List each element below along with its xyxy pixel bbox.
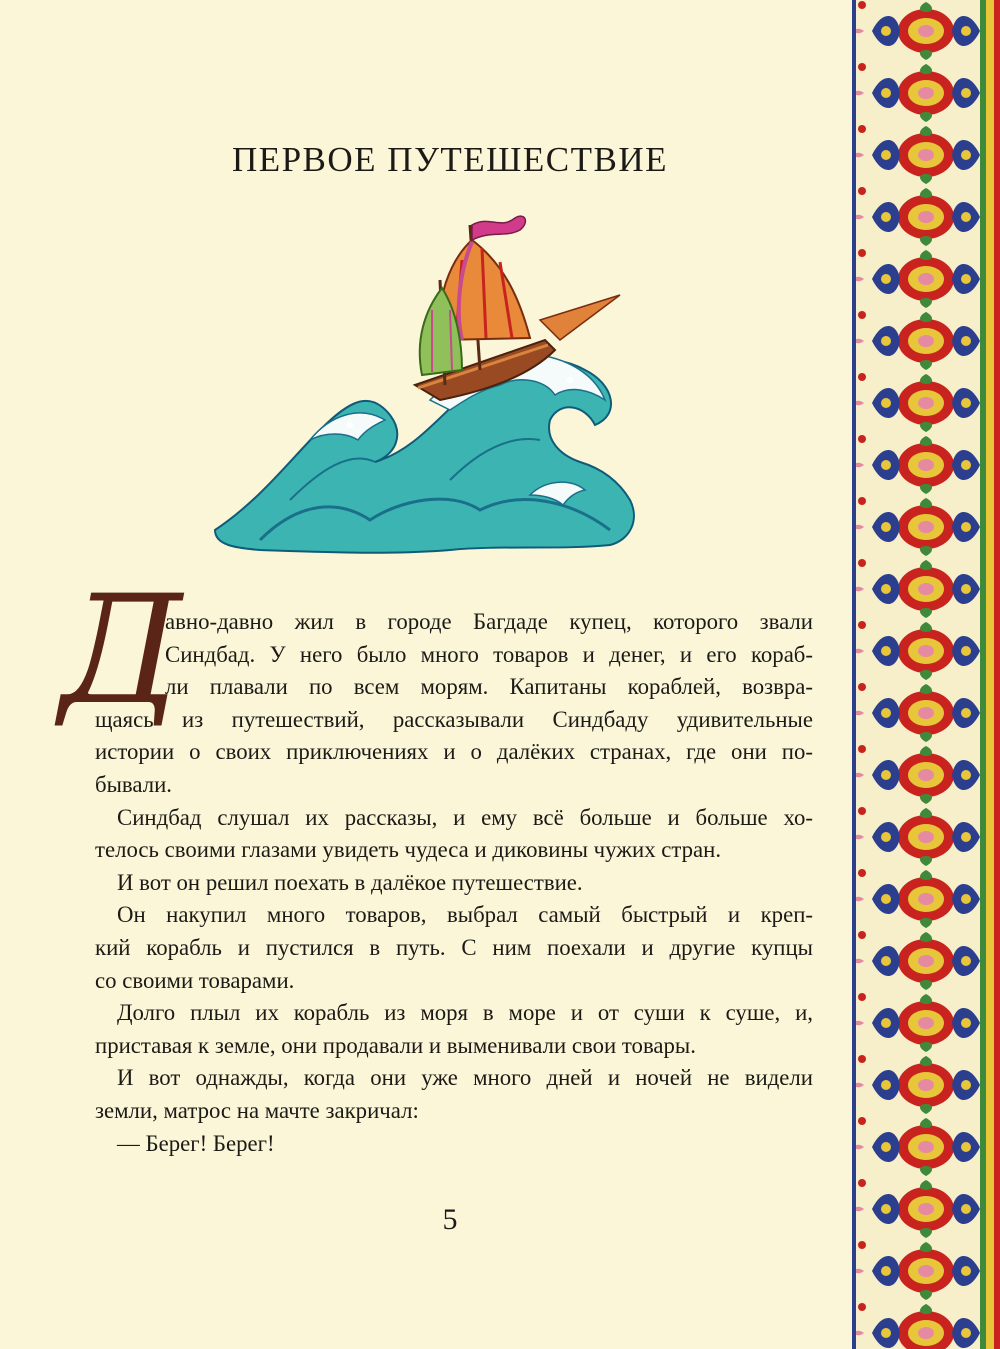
text-line: со своими товарами. — [95, 967, 295, 993]
text-line: ли плавали по всем морям. Капитаны кораблей, возвра- — [165, 674, 813, 700]
page-number: 5 — [442, 1203, 458, 1236]
drop-cap: Д — [60, 564, 182, 738]
text-line: Синдбад. У него было много товаров и денег, и его кораб- — [165, 641, 813, 667]
ornamental-border-icon — [852, 0, 1000, 1349]
text-line: земли, матрос на мачте закричал: — [95, 1097, 419, 1123]
text-line: телось своими глазами увидеть чудеса и диковины чужих стран. — [95, 837, 722, 863]
text-line: кий корабль и пустился в путь. С ним поехали и другие купцы — [95, 934, 813, 960]
ship-on-wave-illustration — [200, 200, 650, 570]
chapter-title: ПЕРВОЕ ПУТЕШЕСТВИЕ — [231, 140, 669, 179]
text-line: истории о своих приключениях и о далёких странах, где они по- — [95, 739, 813, 765]
text-line: — Берег! Берег! — [117, 1130, 275, 1156]
text-line: И вот однажды, когда они уже много дней и ночей не видели — [117, 1065, 813, 1091]
text-line: Он накупил много товаров, выбрал самый быстрый и креп- — [117, 902, 813, 928]
text-line: Синдбад слушал их рассказы, и ему всё больше и больше хо- — [117, 804, 813, 830]
text-line: И вот он решил поехать в далёкое путешествие. — [117, 869, 583, 895]
story-text — [95, 606, 813, 1160]
text-line: приставая к земле, они продавали и выменивали свои товары. — [95, 1032, 696, 1058]
text-line: бывали. — [95, 771, 172, 797]
text-line: авно-давно жил в городе Багдаде купец, которого звали — [165, 609, 813, 634]
text-line: щаясь из путешествий, рассказывали Синдбаду удивительные — [95, 706, 813, 732]
text-line: Долго плыл их корабль из моря в море и от суши к суше, и, — [117, 1000, 813, 1026]
